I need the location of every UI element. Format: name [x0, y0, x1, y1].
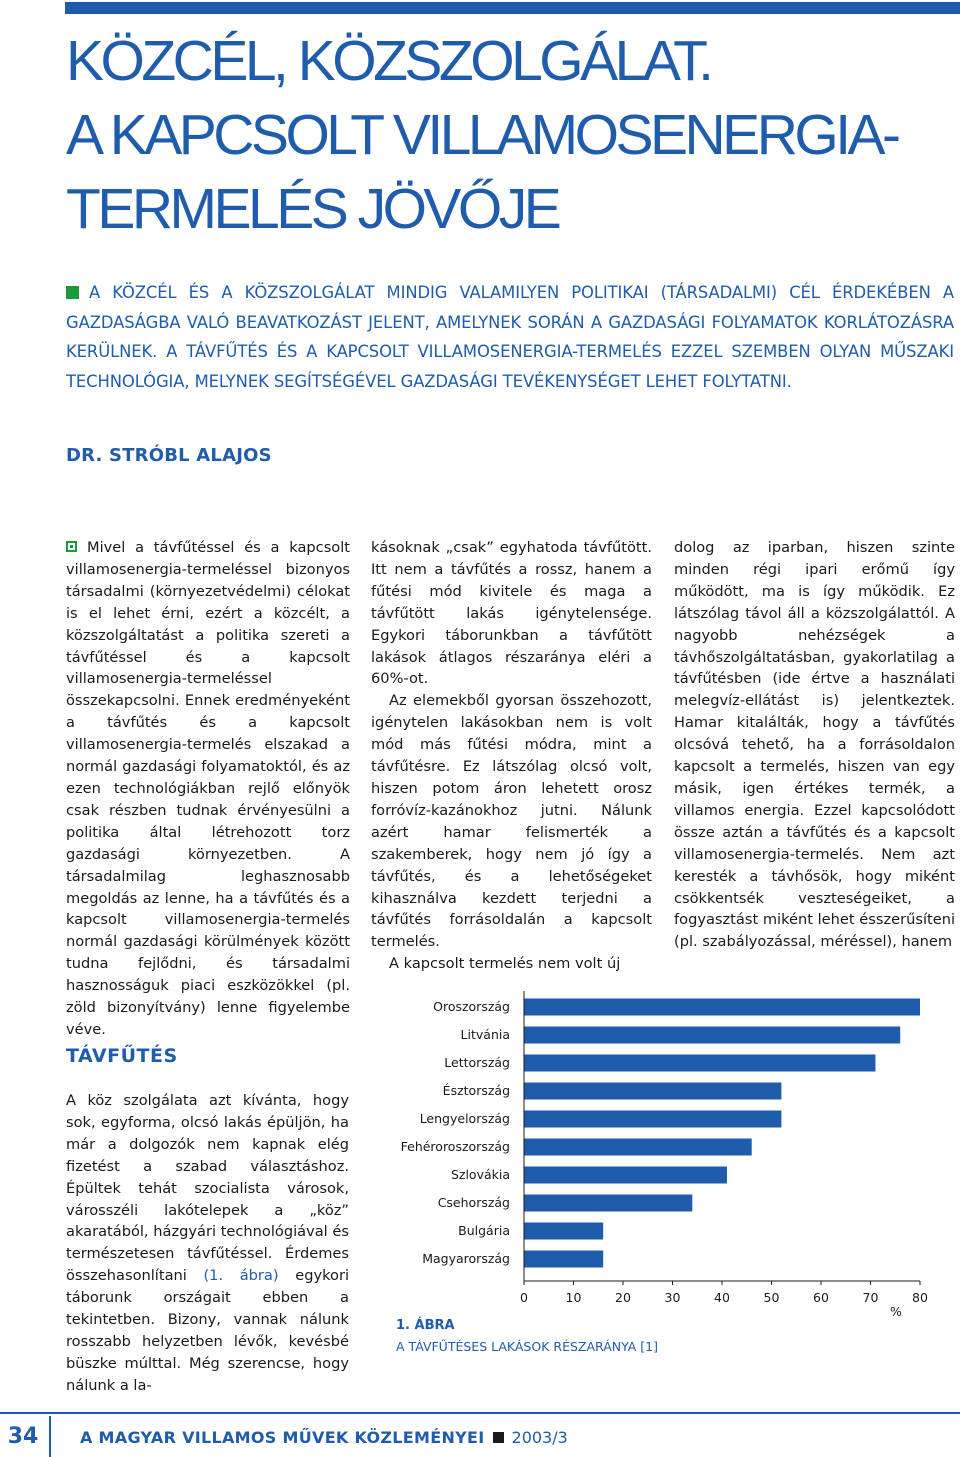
article-title: [66, 24, 946, 246]
bar: [524, 1083, 781, 1100]
x-tick-label: 80: [912, 1290, 928, 1305]
col3-paragraph-1: dolog az iparban, hiszen szinte minden régi ipari erőmű így működött, ma is így működik. Ez látszólag távol áll a közszolgálattól. A nagyobb nehézségek a távhőszolgáltatásban, gyakorlatilag a távfűtésben (ide értve a használati melegvíz-ellátást is) jelentkeztek. Hamar kitalálták, hogy a távfűtés olcsóvá tehető, ha a forrásoldalon kapcsolt a termelés, hiszen van egy másik, igen értékes termék, a villamos energia. Ezzel kapcsolódott össze aztán a távfűtés és a kapcsolt villamosenergia-termelés. Nem azt keresték a távhősök, hogy miként csökkentsék veszteségeiket, a fogyasztást miként lehet ésszerűsíteni (pl. szabályozással, méréssel), hanem: [674, 539, 955, 951]
col2-paragraph-1: kásoknak „csak” egyhatoda távfűtött. Itt nem a távfűtés a rossz, hanem a fűtési mód kivitele és maga a távfűtött lakás igénytelensége. Egykori táborunkban a távfűtött lakások átlagos részaránya eléri a 60%-ot.: [371, 539, 652, 688]
x-tick-label: 70: [862, 1290, 879, 1305]
footer-rule: [0, 1412, 960, 1414]
lead-paragraph: [66, 278, 954, 396]
footer: [80, 1428, 568, 1447]
x-tick-label: 40: [714, 1290, 730, 1305]
author-name: DR. STRÓBL ALAJOS: [66, 445, 272, 466]
bar-chart: [372, 985, 937, 1320]
section-paragraph: [66, 1090, 349, 1397]
category-label: Lengyelország: [419, 1111, 510, 1126]
column-3: [674, 537, 955, 953]
section-text-b: egykori táborunk országait ebben a tekintetben. Bizony, vannak nálunk rosszabb helyzetben lévők, kevésbé büszke múlttal. Még szerencse, hogy nálunk a la-: [66, 1267, 350, 1394]
title-line-3: TERMELÉS JÖVŐJE: [66, 177, 559, 241]
black-square-icon: [493, 1432, 504, 1443]
category-label: Szlovákia: [450, 1167, 510, 1182]
bar: [524, 1027, 900, 1044]
col2-paragraph-3: A kapcsolt termelés nem volt új: [389, 955, 621, 973]
column-1: [66, 537, 350, 1041]
bar: [524, 1167, 727, 1184]
lead-text: A KÖZCÉL ÉS A KÖZSZOLGÁLAT MINDIG VALAMILYEN POLITIKAI (TÁRSADALMI) CÉL ÉRDEKÉBEN A GAZDASÁGBA VALÓ BEAVATKOZÁST JELENT, AMELYNEK SORÁN A GAZDASÁGI FOLYAMATOK KORLÁTOZÁSRA KERÜLNEK. A TÁVFŰTÉS ÉS A KAPCSOLT VILLAMOSENERGIA-TERMELÉS EZZEL SZEMBEN OLYAN MŰSZAKI TECHNOLÓGIA, MELYNEK SEGÍTSÉGÉVEL GAZDASÁGI TEVÉKENYSÉGET LEHET FOLYTATNI.: [66, 283, 954, 391]
category-label: Magyarország: [422, 1251, 510, 1266]
top-accent-bar: [65, 2, 960, 14]
footer-separator: [49, 1416, 51, 1457]
title-line-2: A KAPCSOLT VILLAMOSENERGIA-: [66, 103, 898, 167]
category-label: Csehország: [437, 1195, 510, 1210]
category-label: Észtország: [442, 1083, 510, 1098]
section-text-a: A köz szolgálata azt kívánta, hogy sok, egyforma, olcsó lakás épüljön, ha már a dolgozók nem kapnak elég fizetést a szabad választáshoz. Épültek tehát szocialista városok, városszéli lakótelepek a „köz” akaratából, házgyári technológiával és természetesen távfűtéssel. Érdemes összehasonlítani: [66, 1092, 349, 1285]
bar: [524, 1195, 692, 1212]
bar: [524, 1223, 603, 1240]
column-2: [371, 537, 652, 975]
category-label: Oroszország: [433, 999, 510, 1014]
column-1-section: [66, 1090, 349, 1397]
intro-text: Mivel a távfűtéssel és a kapcsolt villamosenergia-termeléssel bizonyos társadalmi (környezetvédelmi) célokat is el lehet érni, ezért a közcélt, a közszolgáltatást a politika szereti a távfűtéssel és a kapcsolt villamosenergia-termeléssel összekapcsolni. Ennek eredményeként a távfűtés és a kapcsolt villamosenergia-termelés elszakad a normál gazdasági folyamatoktól, és az ezen technológiákban rejlő előnyök csak részben tudnak érvényesülni a politika által létrehozott torz gazdasági környezetben. A társadalmilag leghasznosabb megoldás az lenne, ha a távfűtés és a kapcsolt villamosenergia-termelés normál gazdasági körülmények között tudna fejlődni, és társadalmi hasznosságuk piaci eszközökkel (pl. zöld bizonyítvány) lenne figyelembe véve.: [66, 539, 350, 1038]
category-label: Bulgária: [458, 1223, 510, 1238]
bar: [524, 1111, 781, 1128]
box-bullet-icon: [66, 541, 77, 552]
x-tick-label: 10: [565, 1290, 582, 1305]
title-line-1: KÖZCÉL, KÖZSZOLGÁLAT.: [66, 29, 711, 93]
journal-name: A MAGYAR VILLAMOS MŰVEK KÖZLEMÉNYEI: [80, 1428, 485, 1447]
figure-caption: A TÁVFŰTÉSES LAKÁSOK RÉSZARÁNYA [1]: [396, 1339, 658, 1354]
x-tick-label: 50: [763, 1290, 780, 1305]
green-square-bullet-icon: [66, 286, 79, 299]
x-tick-label: 0: [520, 1290, 528, 1305]
bar: [524, 1251, 603, 1268]
intro-paragraph: [66, 537, 350, 1041]
page-number: 34: [7, 1424, 39, 1449]
col2-paragraph-2: Az elemekből gyorsan összehozott, igénytelen lakásokban nem is volt mód más fűtési módra, mint a távfűtésre. Ez látszólag olcsó volt, hiszen potom áron lehetett orosz forróvíz-kazánokhoz jutni. Nálunk azért hamar felismerték a szakemberek, hogy nem jó így a távfűtés, és a lehetőségeket kihasználva kezdett terjedni a távfűtés forrásoldalán a kapcsolt termelés.: [371, 692, 652, 951]
figure-number: 1. ÁBRA: [396, 1318, 455, 1333]
bar: [524, 1139, 752, 1156]
section-heading: TÁVFŰTÉS: [66, 1045, 178, 1067]
category-label: Lettország: [444, 1055, 510, 1070]
bar: [524, 999, 920, 1016]
category-label: Fehéroroszország: [400, 1139, 510, 1154]
figure-reference-link[interactable]: (1. ábra): [203, 1267, 279, 1285]
x-tick-label: 60: [813, 1290, 829, 1305]
category-label: Litvánia: [460, 1027, 510, 1042]
x-unit-label: %: [890, 1304, 902, 1319]
x-tick-label: 30: [664, 1290, 681, 1305]
x-tick-label: 20: [615, 1290, 631, 1305]
issue-number: 2003/3: [511, 1428, 568, 1447]
bar: [524, 1055, 875, 1072]
